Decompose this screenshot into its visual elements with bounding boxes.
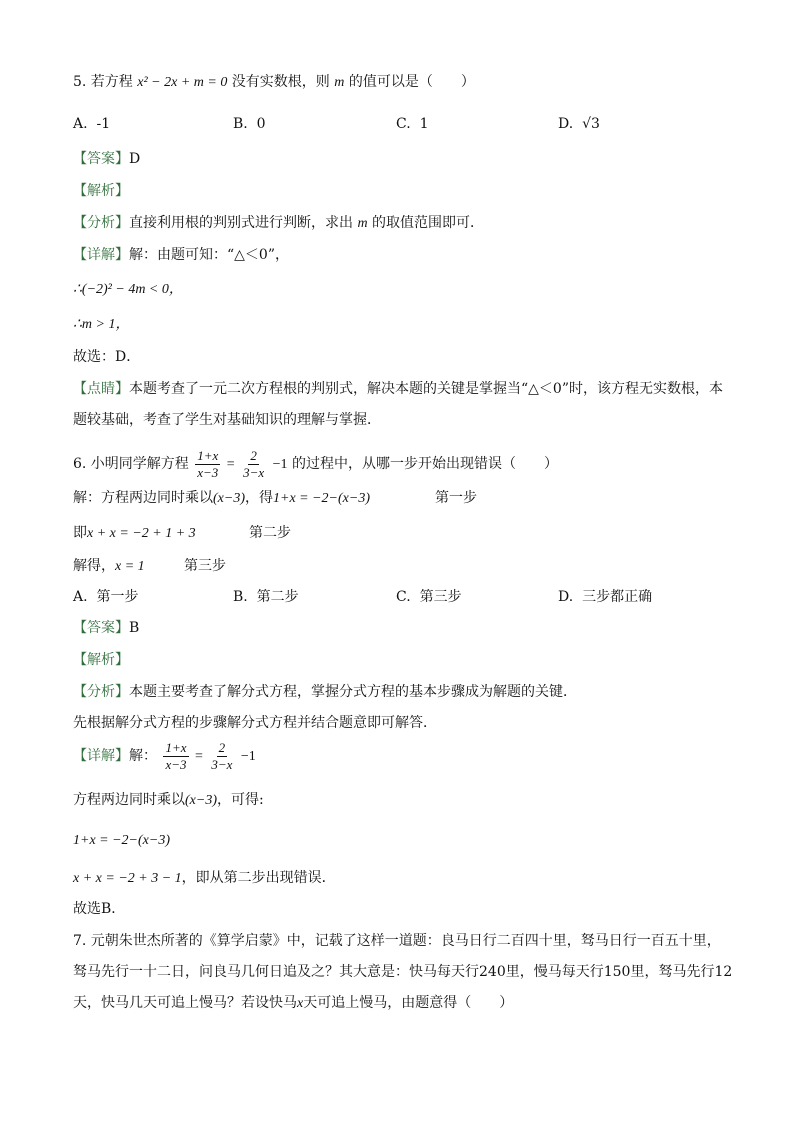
q5-option-a: A. -1 xyxy=(73,116,111,132)
q6-solution-step2: 即x + x = −2 + 1 + 3 第二步 xyxy=(73,525,291,541)
q5-answer xyxy=(73,149,140,169)
q6-analysis-heading: 【解析】 xyxy=(73,652,129,668)
q6-option-d: D. 三步都正确 xyxy=(558,589,653,605)
q6-answer: 【答案】B xyxy=(73,620,140,636)
q5-tail-b: 的值可以是（ ） xyxy=(348,74,475,90)
q5-fenxi: 【分析】直接利用根的判别式进行判断，求出 m 的取值范围即可． xyxy=(73,215,485,231)
q5-option-b: B. 0 xyxy=(233,116,266,132)
q6-step2-label: 第二步 xyxy=(249,525,291,541)
q6-step1-label: 第一步 xyxy=(435,490,477,506)
q5-dianjing-1: 【点睛】本题考查了一元二次方程根的判别式，解决本题的关键是掌握当“△＜0”时，该方程无实数根，本 xyxy=(73,381,723,397)
q6-detail-frac-2: $\frac{2}{3-x}$ xyxy=(211,739,233,772)
q6-multiply: 方程两边同时乘以(x−3)，可得: xyxy=(73,792,264,808)
q6-frac-1: $\frac{1+x}{x-3}$ xyxy=(197,447,219,480)
q5-option-d: D. √3 xyxy=(558,116,600,132)
q5-choose: 故选：D． xyxy=(73,349,141,365)
q6-detail-frac-1: $\frac{1+x}{x-3}$ xyxy=(165,739,187,772)
q7-line-2: 驽马先行一十二日，问良马几何日追及之？其大意是：快马每天行240里，慢马每天行150里，驽马先行12 xyxy=(73,964,733,980)
q7-line-3: 天，快马几天可追上慢马？若设快马x天可追上慢马，由题意得（ ） xyxy=(73,995,514,1011)
q5-lead: 5. 若方程 xyxy=(73,74,133,90)
q5-step2: ∴m > 1， xyxy=(73,317,130,332)
q6-option-b: B. 第二步 xyxy=(233,589,299,605)
q5-equation: x² − 2x + m = 0 xyxy=(137,75,228,90)
q6-lead: 6. 小明同学解方程 xyxy=(73,456,189,472)
q5-var: m xyxy=(334,75,345,90)
q6-frac-2: $\frac{2}{3-x}$ xyxy=(243,447,265,480)
answer-value: D xyxy=(129,151,141,167)
q6-eq-line: 1+x = −2−(x−3) xyxy=(73,833,170,848)
q5-analysis-heading: 【解析】 xyxy=(73,183,129,199)
q6-solution-step1: 解：方程两边同时乘以(x−3)，得1+x = −2−(x−3) 第一步 xyxy=(73,490,477,506)
q5-xiangjie: 【详解】解：由题可知：“△＜0”， xyxy=(73,247,289,263)
q6-fenxi: 【分析】本题主要考查了解分式方程，掌握分式方程的基本步骤成为解题的关键． xyxy=(73,684,577,700)
q6-stem: 6. 小明同学解方程 $\frac{1+x}{x-3}$ = $\frac{2}{3-x}$ −1 的过程中，从哪一步开始出现错误（ ） xyxy=(73,447,558,480)
q6-step3-label: 第三步 xyxy=(184,558,226,574)
q6-tail: 的过程中，从哪一步开始出现错误（ ） xyxy=(291,456,558,472)
q5-option-c: C. 1 xyxy=(396,116,429,132)
q5-dianjing-2: 题较基础，考查了学生对基础知识的理解与掌握． xyxy=(73,412,381,428)
q5-step1: ∴(−2)² − 4m < 0， xyxy=(73,282,183,297)
q7-line-1: 7. 元朝朱世杰所著的《算学启蒙》中，记载了这样一道题：良马日行二百四十里，驽马日行一百五十里， xyxy=(73,933,721,949)
q5-tail-a: 没有实数根，则 xyxy=(231,74,330,90)
q5-stem xyxy=(73,72,475,93)
q6-solution-step3: 解得，x = 1 第三步 xyxy=(73,558,226,574)
q6-xiangjie: 【详解】解： $\frac{1+x}{x-3}$ = $\frac{2}{3-x}$ −1 xyxy=(73,739,256,772)
q6-option-c: C. 第三步 xyxy=(396,589,462,605)
q6-choose: 故选B． xyxy=(73,901,126,917)
q6-fenxi-2: 先根据解分式方程的步骤解分式方程并结合题意即可解答． xyxy=(73,715,437,731)
q6-option-a: A. 第一步 xyxy=(73,589,139,605)
answer-tag: 【答案】 xyxy=(73,151,129,167)
q6-eq-line-2: x + x = −2 + 3 − 1，即从第二步出现错误． xyxy=(73,870,336,886)
